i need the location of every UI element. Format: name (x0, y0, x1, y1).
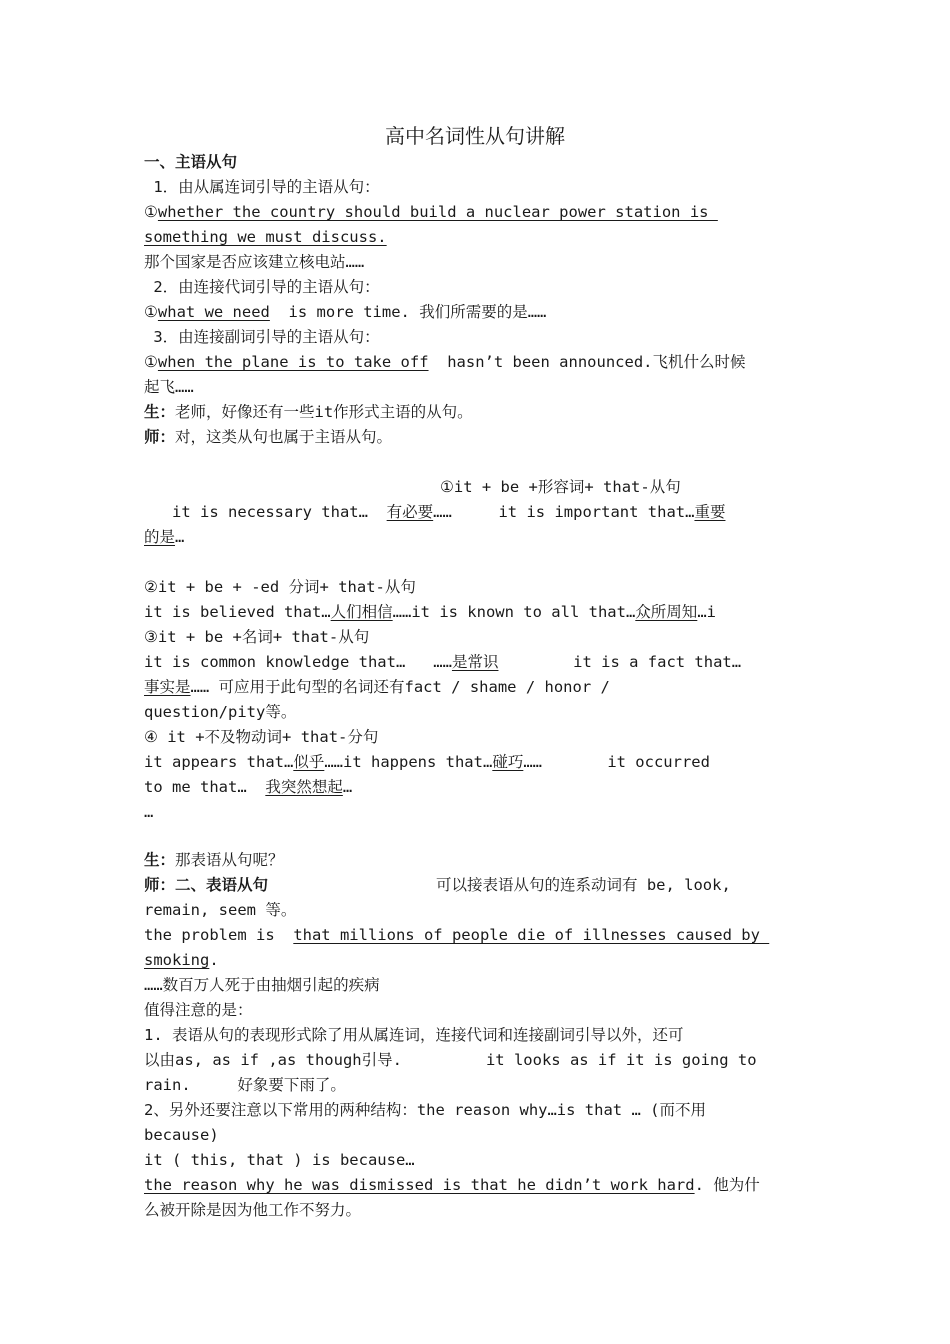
example-1-line-2: something we must discuss. (144, 228, 387, 246)
section-heading-subject-clause: 一、主语从句 (144, 153, 238, 171)
pattern-4-example-line-3: … (144, 803, 154, 821)
dialogue-teacher-2: 师：二、表语从句 可以接表语从句的连系动词有 be, look, (144, 876, 731, 894)
note-2-example-line-2: 么被开除是因为他工作不努力。 (144, 1201, 362, 1219)
pattern-4-example-line-2: to me that… 我突然想起… (144, 778, 353, 796)
pattern-3-example-line-2: 事实是…… 可应用于此句型的名词还有fact / shame / honor / (144, 678, 610, 696)
page-title: 高中名词性从句讲解 (385, 124, 565, 148)
pattern-2-heading: ②it + be + -ed 分词+ that-从句 (144, 578, 416, 596)
note-1-line-2: 以由as, as if ,as though引导. it looks as if it is going to (144, 1051, 757, 1069)
subheading-1: 1．由从属连词引导的主语从句： (144, 178, 380, 196)
pattern-4-example-line-1: it appears that…似乎……it happens that…碰巧…… it occurred (144, 753, 710, 771)
note-2-line-1: 2、另外还要注意以下常用的两种结构：the reason why…is that … (而不用 (144, 1101, 706, 1119)
subheading-2: 2．由连接代词引导的主语从句： (144, 278, 380, 296)
predicative-example-line-1: the problem is that millions of people die of illnesses caused by (144, 926, 770, 944)
example-1-line-1: ①whether the country should build a nuclear power station is (144, 203, 718, 221)
pattern-2-example: it is believed that…人们相信……it is known to all that…众所周知…i (144, 603, 716, 621)
example-2: ①what we need is more time. 我们所需要的是…… (144, 303, 547, 321)
pattern-1-heading: ①it + be +形容词+ that-从句 (440, 478, 681, 496)
pattern-1-example-line-2: 的是… (144, 528, 185, 546)
pattern-3-example-line-1: it is common knowledge that… ……是常识 it is a fact that… (144, 653, 742, 671)
note-1-line-3: rain. 好象要下雨了。 (144, 1076, 346, 1094)
example-3-line-2: 起飞…… (144, 378, 194, 396)
dialogue-student-1: 生：老师，好像还有一些it作形式主语的从句。 (144, 403, 473, 421)
note-2-example-line-1: the reason why he was dismissed is that he didn’t work hard. 他为什 (144, 1176, 760, 1194)
predicative-example-translation: ……数百万人死于由抽烟引起的疾病 (144, 976, 380, 994)
pattern-3-heading: ③it + be +名词+ that-从句 (144, 628, 370, 646)
example-1-translation: 那个国家是否应该建立核电站…… (144, 253, 365, 271)
note-heading: 值得注意的是： (144, 1001, 253, 1019)
pattern-1-example-line-1: it is necessary that… 有必要…… it is important that…重要 (172, 503, 726, 521)
note-2-line-3: it ( this, that ) is because… (144, 1151, 415, 1169)
example-3-line-1: ①when the plane is to take off hasn’t been announced.飞机什么时候 (144, 353, 746, 371)
dialogue-teacher-1: 师：对，这类从句也属于主语从句。 (144, 428, 393, 446)
note-2-line-2: because) (144, 1126, 219, 1144)
predicative-example-line-2: smoking. (144, 951, 219, 969)
note-1-line-1: 1. 表语从句的表现形式除了用从属连词，连接代词和连接副词引导以外，还可 (144, 1026, 684, 1044)
dialogue-teacher-2-cont: remain, seem 等。 (144, 901, 297, 919)
dialogue-student-2: 生：那表语从句呢？ (144, 851, 284, 869)
subheading-3: 3．由连接副词引导的主语从句： (144, 328, 380, 346)
pattern-4-heading: ④ it +不及物动词+ that-分句 (144, 728, 379, 746)
pattern-3-example-line-3: question/pity等。 (144, 703, 297, 721)
